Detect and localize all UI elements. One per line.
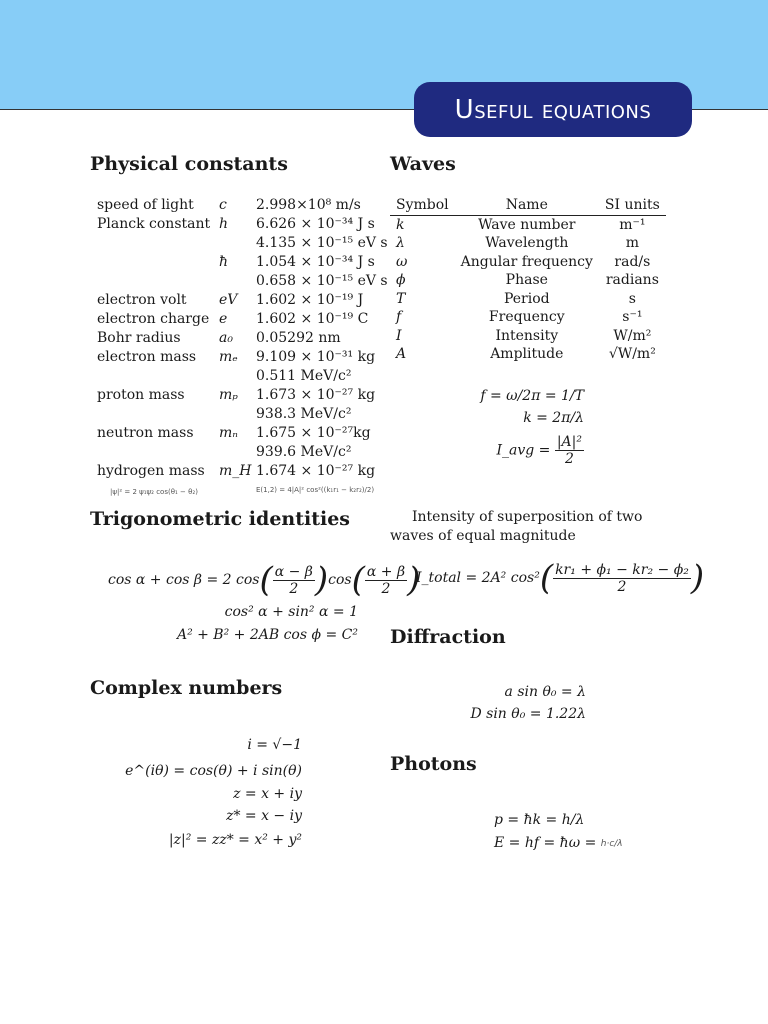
section-physical-constants: Physical constants (90, 153, 288, 175)
wave-eq-3-lhs: I_avg = (496, 442, 551, 459)
row-name: Angular frequency (460, 253, 593, 270)
trig-eq-1-frac1-num: α − β (274, 563, 313, 580)
row-name: Frequency (488, 309, 565, 325)
superposition-eq-den: 2 (617, 578, 627, 595)
col-name: Name (455, 196, 599, 215)
constant-name: Bohr radius (97, 330, 181, 346)
constant-symbol: a₀ (219, 330, 233, 346)
constant-name: proton mass (97, 387, 185, 403)
superposition-eq-num: kr₁ + ϕ₁ − kr₂ − ϕ₂ (555, 561, 689, 578)
table-row (390, 290, 666, 309)
waves-table-header (390, 196, 666, 215)
superposition-text: Intensity of superposition of two waves of equal magnitude (390, 509, 643, 544)
constant-symbol: mₚ (219, 387, 238, 403)
constant-value: 9.109 × 10⁻³¹ kg (256, 349, 376, 365)
constant-value: 0.511 MeV/c² (256, 368, 352, 384)
constant-value: 1.602 × 10⁻¹⁹ C (256, 311, 369, 327)
waves-table (390, 196, 666, 364)
constant-value: 1.674 × 10⁻²⁷ kg (256, 463, 376, 479)
row-symbol: ω (396, 253, 408, 270)
table-row (390, 215, 666, 234)
section-trig: Trigonometric identities (90, 508, 350, 530)
row-symbol: k (396, 216, 405, 233)
section-photons: Photons (390, 753, 477, 775)
complex-eq-4: z* = x − iy (226, 808, 302, 824)
title-cap: U (454, 94, 475, 125)
constant-value: 0.658 × 10⁻¹⁵ eV s (256, 273, 388, 289)
wave-eq-3 (496, 434, 584, 467)
table-row (390, 308, 666, 327)
row-units: s (628, 290, 636, 307)
table-row (390, 253, 666, 272)
row-units: s⁻¹ (622, 309, 643, 325)
row-symbol: A (396, 346, 407, 362)
wave-eq-2: k = 2π/λ (523, 410, 584, 426)
photon-eq-1: p = ħk = h/λ (494, 812, 585, 828)
constant-value: 1.675 × 10⁻²⁷kg (256, 425, 371, 441)
trig-eq-1-mid: cos (328, 572, 352, 588)
trig-eq-1-frac2-den: 2 (381, 580, 391, 597)
col-units: SI units (599, 196, 666, 215)
table-row (390, 271, 666, 290)
complex-eq-2: e^(iθ) = cos(θ) + i sin(θ) (125, 763, 302, 779)
row-symbol: λ (396, 235, 405, 251)
constant-name: electron charge (97, 311, 210, 327)
trig-eq-2: cos² α + sin² α = 1 (224, 604, 358, 620)
row-name: Amplitude (490, 346, 564, 362)
diffraction-eq-1: a sin θ₀ = λ (504, 684, 586, 700)
constant-symbol: eV (219, 292, 238, 308)
row-units: m (625, 235, 640, 251)
wave-eq-3-num: |A|² (556, 434, 582, 450)
row-name: Intensity (495, 327, 559, 344)
row-name: Wave number (478, 216, 576, 233)
superposition-eq-lhs: I_total = 2A² cos² (416, 570, 540, 586)
section-complex: Complex numbers (90, 677, 283, 699)
constant-value: 938.3 MeV/c² (256, 406, 352, 422)
row-units: radians (605, 272, 659, 288)
constant-symbol: ħ (219, 254, 229, 270)
row-units: W/m² (613, 327, 652, 344)
row-symbol: f (396, 309, 402, 325)
constant-value: 1.054 × 10⁻³⁴ J s (256, 254, 375, 270)
title-pill (414, 82, 692, 137)
row-symbol: ϕ (396, 272, 406, 288)
constant-value: 6.626 × 10⁻³⁴ J s (256, 216, 375, 232)
constant-symbol: mₑ (219, 349, 238, 365)
row-symbol: T (396, 290, 406, 307)
table-row (390, 327, 666, 346)
handwritten-photon: h·c/λ (600, 839, 623, 849)
row-units: √W/m² (608, 346, 656, 362)
table-row (390, 234, 666, 253)
constant-symbol: m_H (219, 463, 252, 479)
row-units: m⁻¹ (619, 216, 646, 233)
title-rest: seful equations (474, 94, 652, 125)
trig-eq-1: cos α + cos β = 2 cos( $\frac{\alpha - \beta}{2}$ )cos( $\frac{\alpha + \beta}{2}$ ) (108, 560, 421, 600)
handwritten-note-right: E(1,2) = 4|A|² cos²((k₁r₁ − k₂r₂)/2) (256, 486, 375, 494)
trig-eq-1-frac1-den: 2 (289, 580, 299, 597)
photon-eq-2 (494, 835, 623, 851)
constant-symbol: c (219, 197, 227, 213)
constant-name: hydrogen mass (97, 463, 205, 479)
wave-eq-3-den: 2 (564, 451, 574, 467)
constant-name: electron mass (97, 349, 197, 365)
table-row (390, 345, 666, 364)
trig-eq-3: A² + B² + 2AB cos ϕ = C² (176, 627, 358, 643)
row-name: Phase (505, 272, 548, 288)
constant-symbol: h (219, 216, 229, 232)
row-name: Period (503, 290, 550, 307)
constant-value: 1.602 × 10⁻¹⁹ J (256, 292, 364, 308)
constant-value: 1.673 × 10⁻²⁷ kg (256, 387, 376, 403)
trig-eq-1-frac2-num: α + β (366, 563, 406, 580)
row-units: rad/s (614, 253, 651, 270)
complex-eq-5: |z|² = zz* = x² + y² (168, 832, 302, 848)
section-diffraction: Diffraction (390, 626, 506, 648)
photon-eq-2-text: E = hf = ħω = (494, 835, 597, 851)
wave-eq-1: f = ω/2π = 1/T (480, 388, 584, 404)
handwritten-note-left: |ψ|² = 2 ψ₁ψ₂ cos(θ₁ − θ₂) (110, 488, 198, 496)
constant-symbol: e (219, 311, 228, 327)
constant-value: 4.135 × 10⁻¹⁵ eV s (256, 235, 388, 251)
constant-value: 939.6 MeV/c² (256, 444, 352, 460)
section-waves: Waves (390, 153, 456, 175)
diffraction-eq-2: D sin θ₀ = 1.22λ (470, 706, 586, 722)
constant-name: electron volt (97, 292, 187, 308)
row-name: Wavelength (485, 235, 569, 251)
constant-symbol: mₙ (219, 425, 238, 441)
complex-eq-3: z = x + iy (233, 786, 302, 802)
col-symbol: Symbol (390, 196, 455, 215)
constant-name: Planck constant (97, 216, 211, 232)
complex-eq-1: i = √−1 (247, 737, 302, 753)
constant-name: speed of light (97, 197, 194, 213)
constant-value: 0.05292 nm (256, 330, 341, 346)
constant-name: neutron mass (97, 425, 194, 441)
row-symbol: I (396, 327, 402, 344)
trig-eq-1-lhs: cos α + cos β = 2 cos (108, 572, 260, 588)
superposition-eq: I_total = 2A² cos²( $\frac{\text{kr₁ + ϕ₁ − kr₂ − ϕ₂}}{2}$ ) (416, 558, 705, 598)
constant-value: 2.998×10⁸ m/s (256, 197, 361, 213)
